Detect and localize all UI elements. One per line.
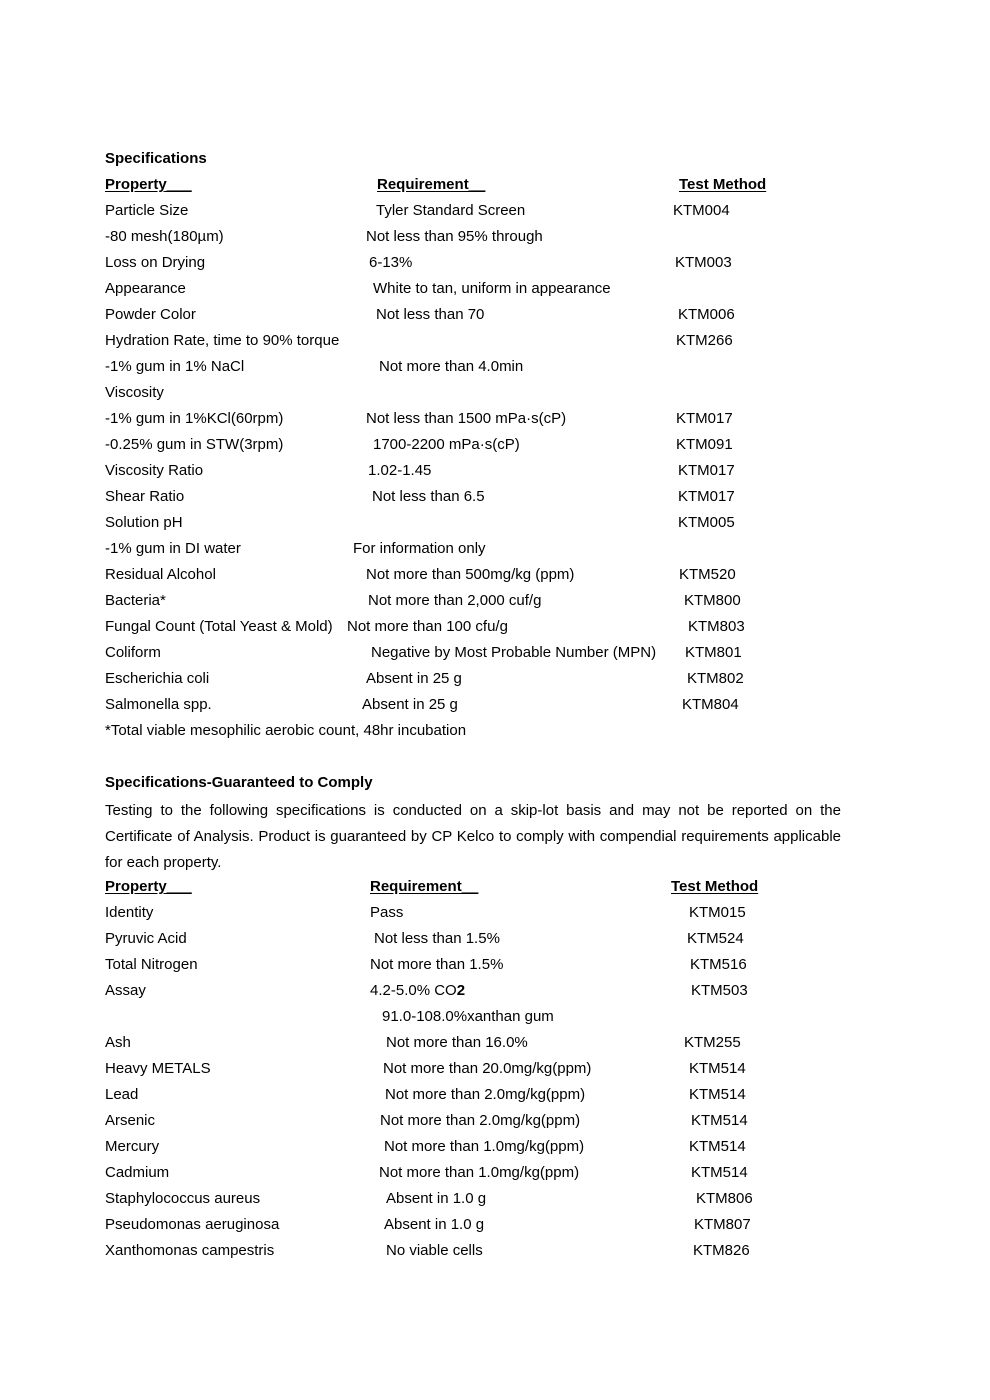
spec-row-property: Solution pH <box>105 514 183 531</box>
spec-row-requirement: Not less than 95% through <box>366 228 543 245</box>
spec-row-method: KTM017 <box>678 488 735 505</box>
spec-row-method: KTM520 <box>679 566 736 583</box>
guaranteed-row-requirement: Not more than 1.0mg/kg(ppm) <box>379 1164 580 1181</box>
spec-row-requirement: White to tan, uniform in appearance <box>373 280 611 297</box>
assay-requirement-text: 4.2-5.0% CO <box>370 982 457 999</box>
guaranteed-row-property: Mercury <box>105 1138 160 1155</box>
guaranteed-row-requirement: Not more than 1.5% <box>370 956 504 973</box>
guaranteed-row-requirement: No viable cells <box>386 1242 483 1259</box>
guaranteed-row-requirement: Absent in 1.0 g <box>384 1216 485 1233</box>
spec-row-requirement: 6-13% <box>369 254 413 271</box>
guaranteed-row-method: KTM516 <box>690 956 747 973</box>
spec-row-method: KTM003 <box>675 254 732 271</box>
spec-row-property: -0.25% gum in STW(3rpm) <box>105 436 284 453</box>
spec-title: Specifications <box>105 150 207 167</box>
spec-row-property: -1% gum in 1% NaCl <box>105 358 245 375</box>
spec-row-property: Particle Size <box>105 202 189 219</box>
spec-row-method: KTM017 <box>676 410 733 427</box>
spec-row-property: Hydration Rate, time to 90% torque <box>105 332 340 349</box>
spec-row-requirement: For information only <box>353 540 486 557</box>
spec-row-property: Residual Alcohol <box>105 566 216 583</box>
spec-row-property: -1% gum in DI water <box>105 540 241 557</box>
guaranteed-row-property: Assay <box>105 982 146 999</box>
spec-row-property: Shear Ratio <box>105 488 185 505</box>
spec-row-property: Appearance <box>105 280 186 297</box>
spec-row-method: KTM801 <box>685 644 742 661</box>
spec-row-property: Bacteria* <box>105 592 166 609</box>
spec-row-method: KTM803 <box>688 618 745 635</box>
spec-row-method: KTM804 <box>682 696 739 713</box>
spec-row-requirement: Absent in 25 g <box>362 696 458 713</box>
spec-row-method: KTM091 <box>676 436 733 453</box>
spec-row-requirement: Negative by Most Probable Number (MPN) <box>371 644 657 661</box>
guaranteed-row-property: Pyruvic Acid <box>105 930 187 947</box>
guaranteed-row-requirement: Not less than 1.5% <box>374 930 500 947</box>
guaranteed-header-requirement: Requirement__ <box>370 878 479 895</box>
spec-row-requirement: 1.02-1.45 <box>368 462 432 479</box>
guaranteed-row-method: KTM015 <box>689 904 746 921</box>
guaranteed-row-requirement: Absent in 1.0 g <box>386 1190 487 1207</box>
guaranteed-row-method: KTM514 <box>689 1138 746 1155</box>
guaranteed-row-method: KTM807 <box>694 1216 751 1233</box>
spec-row-requirement: Not more than 2,000 cuf/g <box>368 592 542 609</box>
guaranteed-row-requirement: Not more than 2.0mg/kg(ppm) <box>385 1086 586 1103</box>
spec-row-requirement: Not more than 4.0min <box>379 358 524 375</box>
guaranteed-row-method: KTM255 <box>684 1034 741 1051</box>
spec-header-property: Property___ <box>105 176 192 193</box>
guaranteed-row-property: Heavy METALS <box>105 1060 211 1077</box>
spec-row-requirement: Tyler Standard Screen <box>376 202 526 219</box>
guaranteed-header-property: Property___ <box>105 878 192 895</box>
spec-row-property: Viscosity <box>105 384 164 401</box>
spec-row-property: -1% gum in 1%KCl(60rpm) <box>105 410 284 427</box>
guaranteed-row-method: KTM514 <box>689 1060 746 1077</box>
assay-subscript: 2 <box>456 982 466 999</box>
spec-row-requirement: Not less than 6.5 <box>372 488 485 505</box>
spec-row-property: Viscosity Ratio <box>105 462 204 479</box>
spec-row-requirement: Not more than 100 cfu/g <box>347 618 508 635</box>
spec-row-property: -80 mesh(180µm) <box>105 228 224 245</box>
guaranteed-row-property: Staphylococcus aureus <box>105 1190 261 1207</box>
guaranteed-row-requirement: Not more than 1.0mg/kg(ppm) <box>384 1138 585 1155</box>
guaranteed-row-requirement <box>370 982 465 1000</box>
guaranteed-row-requirement: Not more than 20.0mg/kg(ppm) <box>383 1060 592 1077</box>
spec-row-property: Powder Color <box>105 306 196 323</box>
spec-row-method: KTM004 <box>673 202 730 219</box>
guaranteed-row-requirement: 91.0-108.0%xanthan gum <box>382 1008 554 1025</box>
guaranteed-title: Specifications-Guaranteed to Comply <box>105 774 373 791</box>
spec-row-requirement: 1700-2200 mPa·s(cP) <box>373 436 520 453</box>
guaranteed-row-property: Identity <box>105 904 154 921</box>
spec-header-requirement: Requirement__ <box>377 176 486 193</box>
guaranteed-header-test-method: Test Method <box>671 878 759 895</box>
guaranteed-row-property: Lead <box>105 1086 139 1103</box>
spec-row-property: Salmonella spp. <box>105 696 212 713</box>
guaranteed-row-requirement: Pass <box>370 904 404 921</box>
guaranteed-row-method: KTM514 <box>689 1086 746 1103</box>
spec-row-requirement: Absent in 25 g <box>366 670 462 687</box>
guaranteed-row-property: Arsenic <box>105 1112 156 1129</box>
guaranteed-row-property: Pseudomonas aeruginosa <box>105 1216 280 1233</box>
spec-row-property: Escherichia coli <box>105 670 210 687</box>
guaranteed-paragraph: Testing to the following specifications is conducted on a skip-lot basis and may not be reported on the Certificate of Analysis. Product is guaranteed by CP Kelco to comply with compendial requirements applicable for each property. <box>105 802 841 871</box>
guaranteed-row-property: Xanthomonas campestris <box>105 1242 275 1259</box>
guaranteed-row-method: KTM514 <box>691 1112 748 1129</box>
spec-row-property: Fungal Count (Total Yeast & Mold) <box>105 618 333 635</box>
guaranteed-row-requirement: Not more than 16.0% <box>386 1034 528 1051</box>
spec-row-method: KTM017 <box>678 462 735 479</box>
spec-footnote: *Total viable mesophilic aerobic count, 48hr incubation <box>105 722 467 739</box>
spec-row-method: KTM266 <box>676 332 733 349</box>
guaranteed-row-method: KTM503 <box>691 982 748 999</box>
spec-row-method: KTM802 <box>687 670 744 687</box>
spec-row-requirement: Not more than 500mg/kg (ppm) <box>366 566 575 583</box>
guaranteed-row-method: KTM826 <box>693 1242 750 1259</box>
spec-row-method: KTM005 <box>678 514 735 531</box>
guaranteed-row-requirement: Not more than 2.0mg/kg(ppm) <box>380 1112 581 1129</box>
spec-row-method: KTM800 <box>684 592 741 609</box>
guaranteed-row-method: KTM806 <box>696 1190 753 1207</box>
spec-row-method: KTM006 <box>678 306 735 323</box>
spec-row-property: Coliform <box>105 644 161 661</box>
guaranteed-row-method: KTM514 <box>691 1164 748 1181</box>
guaranteed-row-property: Total Nitrogen <box>105 956 198 973</box>
spec-row-property: Loss on Drying <box>105 254 206 271</box>
guaranteed-row-property: Cadmium <box>105 1164 170 1181</box>
guaranteed-row-property: Ash <box>105 1034 131 1051</box>
spec-row-requirement: Not less than 70 <box>376 306 485 323</box>
spec-header-test-method: Test Method <box>679 176 767 193</box>
spec-row-requirement: Not less than 1500 mPa·s(cP) <box>366 410 567 427</box>
guaranteed-row-method: KTM524 <box>687 930 744 947</box>
